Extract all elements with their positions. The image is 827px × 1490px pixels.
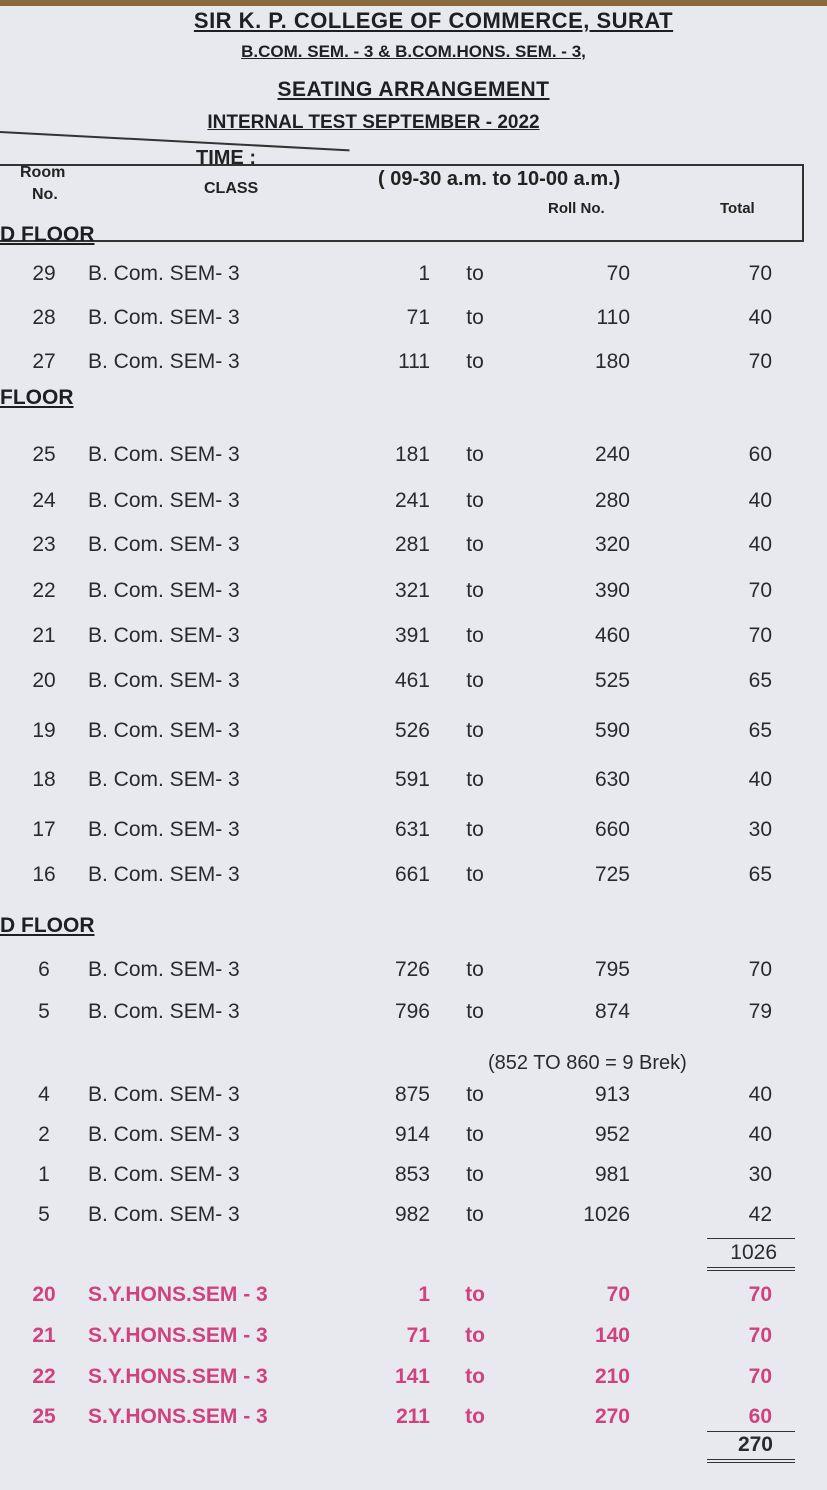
class-name: B. Com. SEM- 3 bbox=[88, 533, 240, 556]
subtotal-line bbox=[707, 1431, 795, 1432]
roll-till: 795 bbox=[594, 958, 630, 981]
floor-heading: FLOOR bbox=[0, 386, 74, 409]
roll-from: 875 bbox=[394, 1083, 430, 1106]
roll-till: 180 bbox=[594, 350, 630, 373]
row-total: 42 bbox=[748, 1203, 772, 1226]
row-total: 40 bbox=[748, 533, 772, 556]
class-name: S.Y.HONS.SEM - 3 bbox=[88, 1365, 268, 1388]
roll-to-word: to bbox=[466, 1083, 484, 1106]
table-row bbox=[0, 1083, 827, 1113]
room-number: 1 bbox=[38, 1163, 50, 1186]
roll-from: 111 bbox=[398, 350, 430, 373]
roll-to-word: to bbox=[466, 1203, 484, 1226]
roll-till: 240 bbox=[594, 443, 630, 466]
roll-to-word: to bbox=[466, 719, 484, 742]
roll-till: 590 bbox=[594, 719, 630, 742]
room-number: 23 bbox=[32, 533, 56, 556]
row-total: 60 bbox=[748, 1405, 772, 1428]
break-note: (852 TO 860 = 9 Brek) bbox=[488, 1052, 687, 1074]
roll-to-word: to bbox=[466, 579, 484, 602]
room-number: 6 bbox=[38, 958, 50, 981]
roll-to-word: to bbox=[466, 489, 484, 512]
row-total: 40 bbox=[748, 489, 772, 512]
roll-from: 281 bbox=[394, 533, 430, 556]
room-number: 24 bbox=[32, 489, 56, 512]
class-name: B. Com. SEM- 3 bbox=[88, 443, 240, 466]
roll-from: 1 bbox=[418, 262, 430, 285]
room-number: 19 bbox=[32, 719, 56, 742]
col-total: Total bbox=[720, 200, 755, 217]
class-name: B. Com. SEM- 3 bbox=[88, 669, 240, 692]
class-name: B. Com. SEM- 3 bbox=[88, 1083, 240, 1106]
roll-till: 110 bbox=[596, 306, 630, 329]
class-name: S.Y.HONS.SEM - 3 bbox=[88, 1324, 268, 1347]
row-total: 70 bbox=[748, 262, 772, 285]
subtotal-line bbox=[707, 1238, 795, 1239]
floor-heading: D FLOOR bbox=[0, 914, 95, 937]
row-total: 70 bbox=[748, 958, 772, 981]
roll-to-word: to bbox=[465, 1365, 485, 1388]
room-number: 16 bbox=[32, 863, 56, 886]
row-total: 40 bbox=[748, 768, 772, 791]
roll-from: 461 bbox=[394, 669, 430, 692]
total-underline bbox=[707, 1459, 795, 1460]
table-row bbox=[0, 443, 827, 473]
class-name: B. Com. SEM- 3 bbox=[88, 579, 240, 602]
roll-till: 725 bbox=[594, 863, 630, 886]
roll-from: 71 bbox=[406, 306, 430, 329]
roll-to-word: to bbox=[466, 262, 484, 285]
roll-from: 526 bbox=[394, 719, 430, 742]
bcom-grand-total: 1026 bbox=[730, 1241, 777, 1264]
table-row bbox=[0, 262, 827, 292]
roll-till: 1026 bbox=[583, 1203, 630, 1226]
class-name: B. Com. SEM- 3 bbox=[88, 768, 240, 791]
room-number: 17 bbox=[32, 818, 56, 841]
roll-from: 661 bbox=[394, 863, 430, 886]
row-total: 70 bbox=[748, 1324, 772, 1347]
class-name: B. Com. SEM- 3 bbox=[88, 1203, 240, 1226]
class-name: B. Com. SEM- 3 bbox=[88, 818, 240, 841]
room-number: 20 bbox=[32, 1283, 56, 1306]
roll-from: 391 bbox=[394, 624, 430, 647]
total-underline bbox=[707, 1267, 795, 1268]
class-name: B. Com. SEM- 3 bbox=[88, 306, 240, 329]
roll-to-word: to bbox=[466, 958, 484, 981]
roll-to-word: to bbox=[466, 306, 484, 329]
room-number: 28 bbox=[32, 306, 56, 329]
class-name: B. Com. SEM- 3 bbox=[88, 1123, 240, 1146]
table-row bbox=[0, 863, 827, 893]
room-number: 21 bbox=[32, 1324, 56, 1347]
roll-from: 181 bbox=[394, 443, 430, 466]
room-number: 18 bbox=[32, 768, 56, 791]
roll-till: 140 bbox=[594, 1324, 630, 1347]
table-row bbox=[0, 1000, 827, 1030]
row-total: 65 bbox=[748, 669, 772, 692]
roll-till: 270 bbox=[594, 1405, 630, 1428]
roll-till: 280 bbox=[594, 489, 630, 512]
class-name: B. Com. SEM- 3 bbox=[88, 719, 240, 742]
roll-from: 796 bbox=[394, 1000, 430, 1023]
row-total: 65 bbox=[748, 863, 772, 886]
roll-till: 630 bbox=[594, 768, 630, 791]
class-name: B. Com. SEM- 3 bbox=[88, 262, 240, 285]
col-room: Room bbox=[20, 164, 66, 181]
table-row bbox=[0, 1203, 827, 1233]
roll-from: 982 bbox=[394, 1203, 430, 1226]
room-number: 27 bbox=[32, 350, 56, 373]
room-number: 4 bbox=[38, 1083, 50, 1106]
table-row bbox=[0, 1324, 827, 1354]
class-name: B. Com. SEM- 3 bbox=[88, 1000, 240, 1023]
roll-till: 874 bbox=[594, 1000, 630, 1023]
time-label: TIME : bbox=[196, 147, 256, 169]
class-name: B. Com. SEM- 3 bbox=[88, 863, 240, 886]
class-name: B. Com. SEM- 3 bbox=[88, 624, 240, 647]
roll-till: 460 bbox=[594, 624, 630, 647]
roll-to-word: to bbox=[466, 624, 484, 647]
roll-to-word: to bbox=[466, 1123, 484, 1146]
roll-till: 525 bbox=[594, 669, 630, 692]
row-total: 40 bbox=[748, 1083, 772, 1106]
class-name: B. Com. SEM- 3 bbox=[88, 958, 240, 981]
table-row bbox=[0, 489, 827, 519]
course-title: B.COM. SEM. - 3 & B.COM.HONS. SEM. - 3, bbox=[241, 42, 586, 61]
roll-from: 71 bbox=[406, 1324, 430, 1347]
class-name: B. Com. SEM- 3 bbox=[88, 1163, 240, 1186]
roll-from: 591 bbox=[394, 768, 430, 791]
roll-from: 141 bbox=[394, 1365, 430, 1388]
roll-till: 70 bbox=[606, 1283, 630, 1306]
roll-to-word: to bbox=[466, 818, 484, 841]
row-total: 40 bbox=[748, 1123, 772, 1146]
room-number: 22 bbox=[32, 1365, 56, 1388]
time-value: ( 09-30 a.m. to 10-00 a.m.) bbox=[378, 168, 621, 190]
header-rule bbox=[0, 131, 350, 151]
row-total: 30 bbox=[748, 818, 772, 841]
table-row bbox=[0, 958, 827, 988]
row-total: 40 bbox=[748, 306, 772, 329]
row-total: 60 bbox=[748, 443, 772, 466]
table-row bbox=[0, 350, 827, 380]
roll-from: 241 bbox=[394, 489, 430, 512]
table-row bbox=[0, 306, 827, 336]
roll-from: 853 bbox=[394, 1163, 430, 1186]
roll-from: 211 bbox=[396, 1405, 430, 1428]
row-total: 70 bbox=[748, 350, 772, 373]
col-no: No. bbox=[32, 186, 58, 203]
hons-grand-total: 270 bbox=[737, 1433, 773, 1456]
table-row bbox=[0, 1365, 827, 1395]
row-total: 79 bbox=[748, 1000, 772, 1023]
row-total: 65 bbox=[748, 719, 772, 742]
floor-heading: D FLOOR bbox=[0, 223, 95, 246]
roll-till: 660 bbox=[594, 818, 630, 841]
college-title: SIR K. P. COLLEGE OF COMMERCE, SURAT bbox=[193, 8, 674, 33]
table-row bbox=[0, 533, 827, 563]
roll-till: 952 bbox=[594, 1123, 630, 1146]
document-title: SEATING ARRANGEMENT bbox=[277, 78, 550, 101]
roll-to-word: to bbox=[466, 669, 484, 692]
class-name: S.Y.HONS.SEM - 3 bbox=[88, 1283, 268, 1306]
page-top-edge bbox=[0, 0, 827, 6]
room-number: 20 bbox=[32, 669, 56, 692]
roll-till: 70 bbox=[606, 262, 630, 285]
table-row bbox=[0, 719, 827, 749]
roll-from: 914 bbox=[394, 1123, 430, 1146]
roll-from: 321 bbox=[394, 579, 430, 602]
room-number: 5 bbox=[38, 1203, 50, 1226]
table-row bbox=[0, 1405, 827, 1435]
roll-from: 631 bbox=[394, 818, 430, 841]
room-number: 21 bbox=[32, 624, 56, 647]
total-underline bbox=[707, 1270, 795, 1271]
row-total: 70 bbox=[748, 624, 772, 647]
roll-to-word: to bbox=[465, 1283, 485, 1306]
roll-to-word: to bbox=[466, 1163, 484, 1186]
class-name: S.Y.HONS.SEM - 3 bbox=[88, 1405, 268, 1428]
class-name: B. Com. SEM- 3 bbox=[88, 350, 240, 373]
roll-to-word: to bbox=[466, 443, 484, 466]
room-number: 22 bbox=[32, 579, 56, 602]
roll-to-word: to bbox=[466, 1000, 484, 1023]
roll-till: 320 bbox=[594, 533, 630, 556]
room-number: 25 bbox=[32, 443, 56, 466]
roll-till: 913 bbox=[594, 1083, 630, 1106]
room-number: 5 bbox=[38, 1000, 50, 1023]
row-total: 70 bbox=[748, 1365, 772, 1388]
roll-to-word: to bbox=[465, 1405, 485, 1428]
roll-from: 726 bbox=[394, 958, 430, 981]
exam-title: INTERNAL TEST SEPTEMBER - 2022 bbox=[207, 112, 540, 133]
room-number: 25 bbox=[32, 1405, 56, 1428]
table-row bbox=[0, 1123, 827, 1153]
table-row bbox=[0, 579, 827, 609]
class-name: B. Com. SEM- 3 bbox=[88, 489, 240, 512]
table-row bbox=[0, 1283, 827, 1313]
table-row bbox=[0, 818, 827, 848]
room-number: 2 bbox=[38, 1123, 50, 1146]
row-total: 70 bbox=[748, 1283, 772, 1306]
roll-till: 390 bbox=[594, 579, 630, 602]
row-total: 30 bbox=[748, 1163, 772, 1186]
row-total: 70 bbox=[748, 579, 772, 602]
roll-from: 1 bbox=[418, 1283, 430, 1306]
table-row bbox=[0, 768, 827, 798]
roll-to-word: to bbox=[466, 533, 484, 556]
col-roll-no: Roll No. bbox=[548, 200, 605, 217]
roll-to-word: to bbox=[466, 768, 484, 791]
table-row bbox=[0, 624, 827, 654]
table-row bbox=[0, 669, 827, 699]
roll-till: 210 bbox=[594, 1365, 630, 1388]
col-class: CLASS bbox=[204, 180, 259, 197]
roll-till: 981 bbox=[594, 1163, 630, 1186]
roll-to-word: to bbox=[466, 350, 484, 373]
total-underline bbox=[707, 1462, 795, 1463]
roll-to-word: to bbox=[466, 863, 484, 886]
room-number: 29 bbox=[32, 262, 56, 285]
roll-to-word: to bbox=[465, 1324, 485, 1347]
table-row bbox=[0, 1163, 827, 1193]
